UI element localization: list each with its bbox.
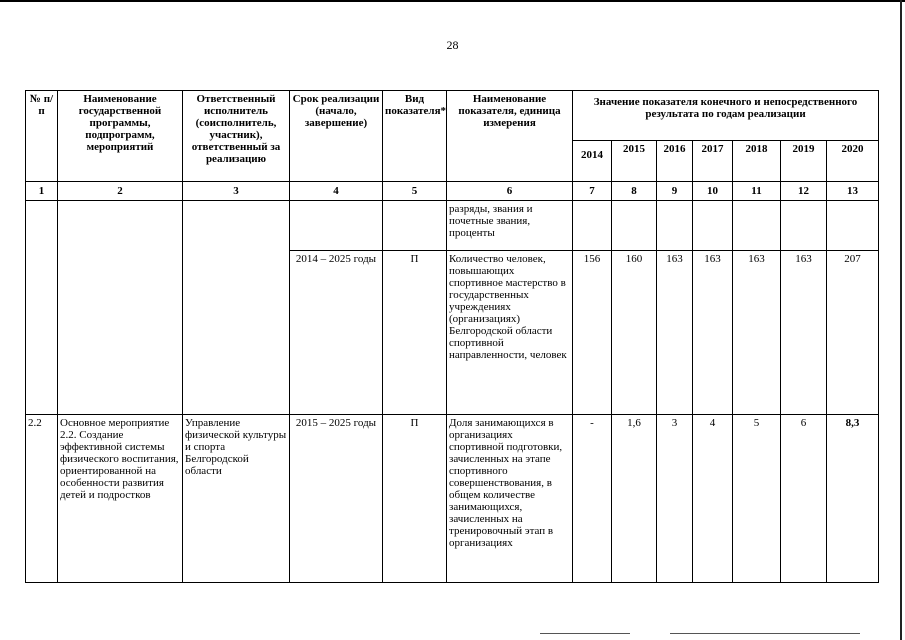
column-number: 5 bbox=[383, 182, 447, 201]
value-cell: 6 bbox=[781, 415, 827, 583]
header-num: № п/п bbox=[26, 91, 58, 182]
row-name-cell: Основное мероприятие 2.2. Создание эффективной системы физического воспитания, ориентированной на особенности развития детей и подростков bbox=[58, 415, 183, 583]
column-number: 2 bbox=[58, 182, 183, 201]
row-executor-cell bbox=[183, 201, 290, 415]
value-cell: - bbox=[573, 415, 612, 583]
right-edge-line bbox=[900, 0, 902, 640]
column-number-row bbox=[26, 182, 879, 201]
value-cell: 1,6 bbox=[612, 415, 657, 583]
year-header: 2017 bbox=[693, 140, 733, 181]
row-executor-cell: Управление физической культуры и спорта Белгородской области bbox=[183, 415, 290, 583]
scan-artifact-line bbox=[540, 633, 630, 634]
top-edge-line bbox=[0, 0, 905, 2]
row-indicator-cell: Доля занимающихся в организациях спортивной подготовки, зачисленных на этапе спортивного совершенствования, в общем количестве занимающихся, зачисленных на тренировочный этап в организациях bbox=[447, 415, 573, 583]
row-term-cell bbox=[290, 201, 383, 251]
header-values: Значение показателя конечного и непосредственного результата по годам реализации bbox=[573, 91, 879, 141]
value-cell bbox=[657, 201, 693, 251]
table-row bbox=[26, 415, 879, 583]
row-kind-cell: П bbox=[383, 415, 447, 583]
value-cell: 163 bbox=[781, 251, 827, 415]
year-header: 2020 bbox=[827, 140, 879, 181]
value-cell: 163 bbox=[657, 251, 693, 415]
value-cell bbox=[827, 201, 879, 251]
column-number: 6 bbox=[447, 182, 573, 201]
row-term-cell: 2015 – 2025 годы bbox=[290, 415, 383, 583]
value-cell: 163 bbox=[733, 251, 781, 415]
row-num-cell: 2.2 bbox=[26, 415, 58, 583]
column-number: 1 bbox=[26, 182, 58, 201]
scan-artifact-line bbox=[670, 633, 860, 634]
value-cell: 3 bbox=[657, 415, 693, 583]
year-header: 2018 bbox=[733, 140, 781, 181]
row-num-cell bbox=[26, 201, 58, 415]
page-number: 28 bbox=[446, 38, 459, 52]
year-header: 2015 bbox=[612, 140, 657, 181]
header-kind: Вид показателя* bbox=[383, 91, 447, 182]
year-header: 2019 bbox=[781, 140, 827, 181]
value-cell: 8,3 bbox=[827, 415, 879, 583]
year-header: 2014 bbox=[573, 140, 612, 181]
column-number: 12 bbox=[781, 182, 827, 201]
column-number: 8 bbox=[612, 182, 657, 201]
column-number: 9 bbox=[657, 182, 693, 201]
value-cell bbox=[733, 201, 781, 251]
row-kind-cell bbox=[383, 201, 447, 251]
row-indicator-cell: разряды, звания и почетные звания, проценты bbox=[447, 201, 573, 251]
column-number: 11 bbox=[733, 182, 781, 201]
row-kind-cell: П bbox=[383, 251, 447, 415]
column-number: 10 bbox=[693, 182, 733, 201]
column-number: 13 bbox=[827, 182, 879, 201]
program-table bbox=[25, 90, 879, 583]
header-indicator: Наименование показателя, единица измерения bbox=[447, 91, 573, 182]
column-number: 4 bbox=[290, 182, 383, 201]
header-row-1 bbox=[26, 91, 879, 141]
header-executor: Ответственный исполнитель (соисполнитель, участник), ответственный за реализацию bbox=[183, 91, 290, 182]
value-cell: 160 bbox=[612, 251, 657, 415]
value-cell bbox=[781, 201, 827, 251]
value-cell bbox=[612, 201, 657, 251]
value-cell: 163 bbox=[693, 251, 733, 415]
table-row bbox=[26, 201, 879, 251]
value-cell: 4 bbox=[693, 415, 733, 583]
value-cell bbox=[693, 201, 733, 251]
value-cell: 156 bbox=[573, 251, 612, 415]
row-name-cell bbox=[58, 201, 183, 415]
row-term-cell: 2014 – 2025 годы bbox=[290, 251, 383, 415]
column-number: 7 bbox=[573, 182, 612, 201]
value-cell: 207 bbox=[827, 251, 879, 415]
header-name: Наименование государственной программы, подпрограмм, мероприятий bbox=[58, 91, 183, 182]
column-number: 3 bbox=[183, 182, 290, 201]
year-header: 2016 bbox=[657, 140, 693, 181]
value-cell: 5 bbox=[733, 415, 781, 583]
row-indicator-cell: Количество человек, повышающих спортивное мастерство в государственных учреждениях (организациях) Белгородской области спортивной направленности, человек bbox=[447, 251, 573, 415]
header-term: Срок реализации (начало, завершение) bbox=[290, 91, 383, 182]
value-cell bbox=[573, 201, 612, 251]
